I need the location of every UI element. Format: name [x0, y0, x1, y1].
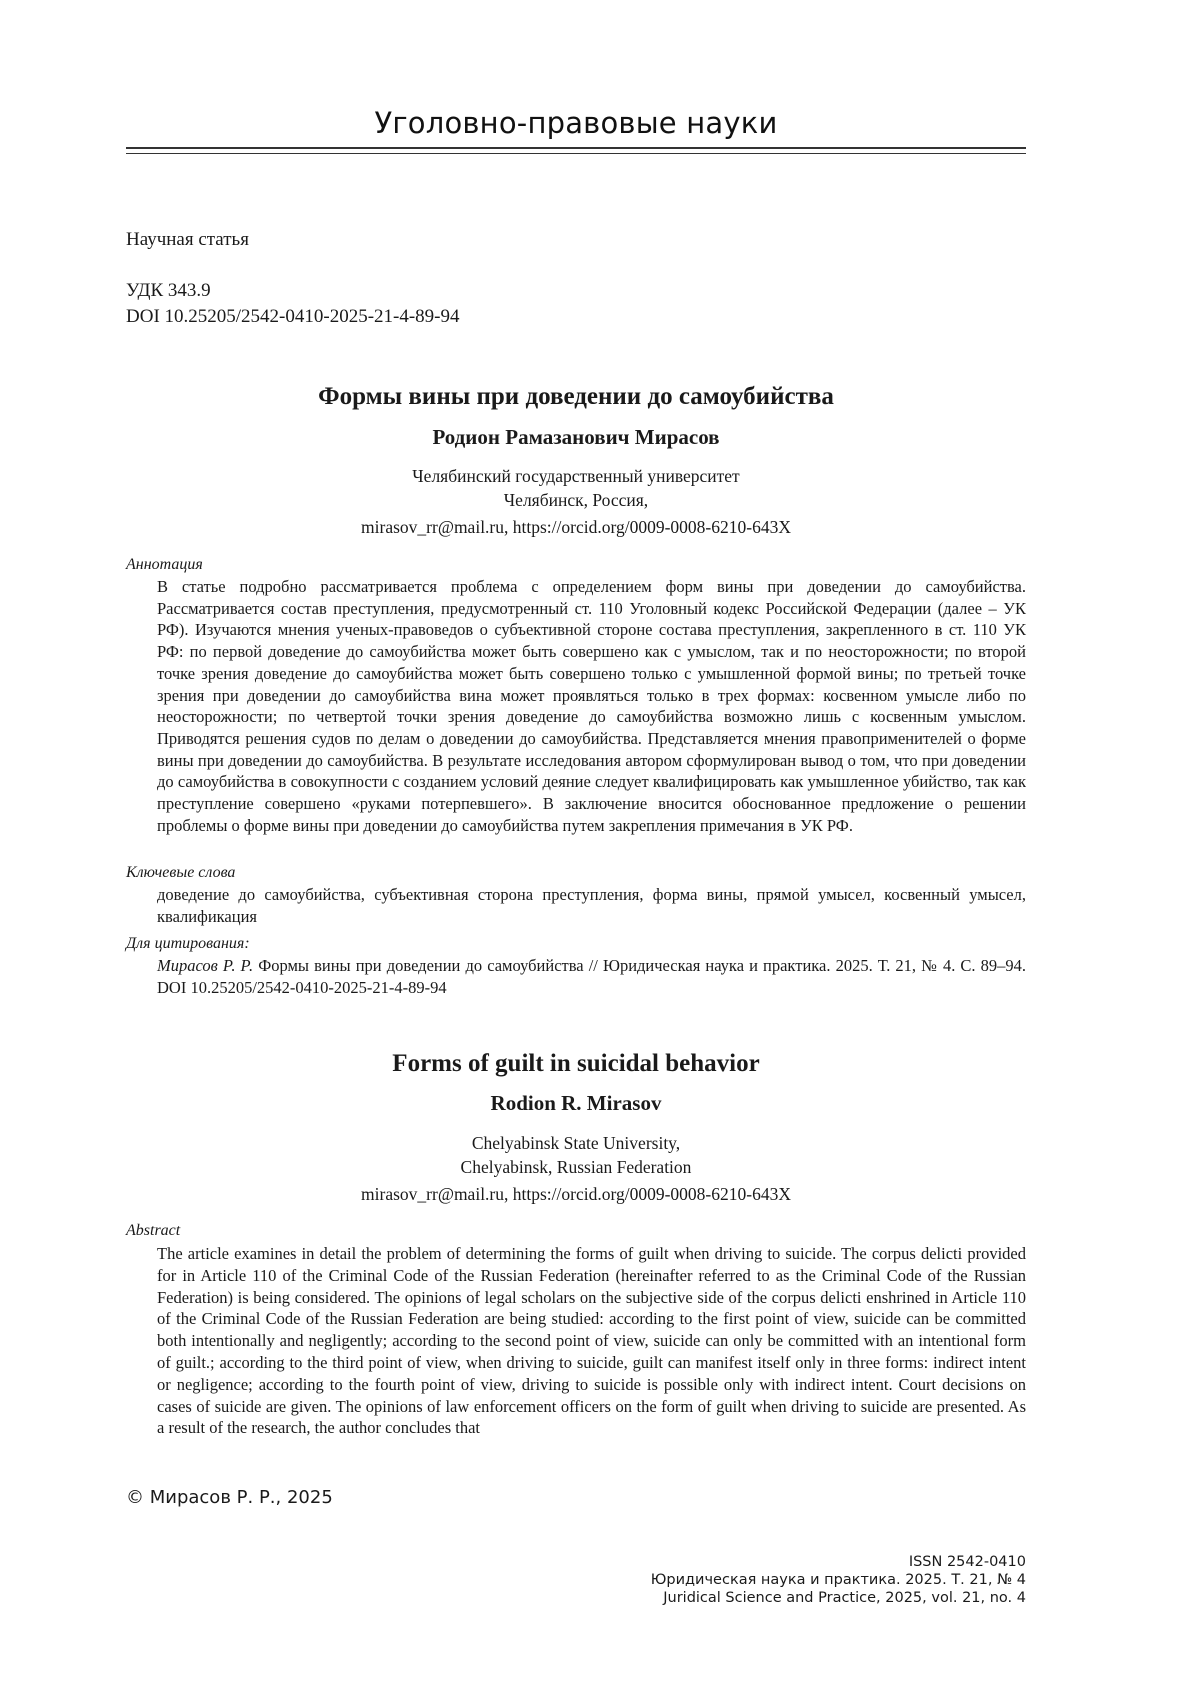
footer	[626, 1553, 1026, 1607]
affiliation-en	[126, 1131, 1026, 1179]
keywords-ru: доведение до самоубийства, субъективная сторона преступления, форма вины, прямой умысел, косвенный умысел, квалификация	[157, 885, 1026, 926]
header-rule-thick	[126, 147, 1026, 149]
affiliation-ru-line-1: Челябинский государственный университет	[412, 466, 740, 486]
abstract-label-en: Abstract	[126, 1222, 181, 1239]
contact-en: mirasov_rr@mail.ru, https://orcid.org/0009-0008-6210-643X	[361, 1184, 791, 1204]
abstract-en: The article examines in detail the problem of determining the forms of guilt when driving to suicide. The corpus delicti provided for in Article 110 of the Criminal Code of the Russian Federation (hereinafter referred to as the Criminal Code of the Russian Federation) is being considered. The opinions of legal scholars on the subjective side of the corpus delicti enshrined in Article 110 of the Criminal Code of the Russian Federation are being studied: according to the first point of view, suicide can be committed both intentionally and negligently; according to the second point of view, suicide can only be committed with an intentional form of guilt.; according to the third point of view, when driving to suicide, guilt can manifest itself only in three forms: indirect intent or negligence; according to the fourth point of view, driving to suicide is possible only with indirect intent. Court decisions on cases of suicide are given. The opinions of law enforcement officers on the form of guilt when driving to suicide are presented. As a result of the research, the author concludes that	[157, 1244, 1026, 1438]
title-ru: Формы вины при доведении до самоубийства	[318, 383, 834, 410]
citation-text: Формы вины при доведении до самоубийства // Юридическая наука и практика. 2025. Т. 21, № 4. С. 89–94. DOI 10.25205/2542-0410-2025-21-4-89-94	[157, 956, 1026, 997]
section-title: Уголовно-правовые науки	[374, 106, 778, 140]
doi: DOI 10.25205/2542-0410-2025-21-4-89-94	[126, 306, 460, 327]
affiliation-ru-line-2: Челябинск, Россия,	[503, 490, 649, 510]
abstract-label-ru: Аннотация	[126, 556, 203, 573]
copyright: © Мирасов Р. Р., 2025	[126, 1487, 333, 1508]
article-type: Научная статья	[126, 229, 249, 250]
header-rule-thin	[126, 153, 1026, 154]
footer-issn: ISSN 2542-0410	[908, 1554, 1026, 1570]
contact-ru: mirasov_rr@mail.ru, https://orcid.org/0009-0008-6210-643X	[361, 517, 791, 537]
author-ru: Родион Рамазанович Мирасов	[432, 425, 720, 449]
citation-label: Для цитирования:	[126, 935, 250, 952]
affiliation-en-line-1: Chelyabinsk State University,	[471, 1133, 681, 1153]
udk: УДК 343.9	[126, 280, 211, 301]
keywords-label-ru: Ключевые слова	[126, 864, 236, 881]
citation	[157, 955, 1026, 998]
citation-author: Мирасов Р. Р.	[157, 956, 254, 975]
affiliation-ru	[126, 464, 1026, 512]
footer-journal-en: Juridical Science and Practice, 2025, vol. 21, no. 4	[663, 1590, 1026, 1606]
affiliation-en-line-2: Chelyabinsk, Russian Federation	[460, 1157, 692, 1177]
abstract-ru: В статье подробно рассматривается проблема с определением форм вины при доведении до самоубийства. Рассматривается состав преступления, предусмотренный ст. 110 Уголовный кодекс Российской Федерации (далее – УК РФ). Изучаются мнения ученых-правоведов о субъективной стороне состава преступления, закрепленного в ст. 110 УК РФ: по первой доведение до самоубийства может быть совершено как с умыслом, так и по неосторожности; по второй точке зрения доведение до самоубийства может быть совершено только с умышленной формой вины; по третьей точке зрения при доведении до самоубийства вина может проявляться только в трех формах: косвенном умысле либо по неосторожности; по четвертой точки зрения доведение до самоубийства возможно лишь с косвенным умыслом. Приводятся решения судов по делам о доведении до самоубийства. Представляется мнения правоприменителей о форме вины при доведении до самоубийства. В результате исследования автором сформулирован вывод о том, что при доведении до самоубийства в совокупности с созданием условий деяние следует квалифицировать как умышленное убийство, так как преступление совершено «руками потерпевшего». В заключение вносится обоснованное предложение о решении проблемы о форме вины при доведении до самоубийства путем закрепления примечания в УК РФ.	[157, 577, 1026, 835]
author-en: Rodion R. Mirasov	[490, 1091, 662, 1115]
footer-journal-ru: Юридическая наука и практика. 2025. Т. 21, № 4	[650, 1572, 1026, 1588]
title-en: Forms of guilt in suicidal behavior	[392, 1050, 760, 1077]
